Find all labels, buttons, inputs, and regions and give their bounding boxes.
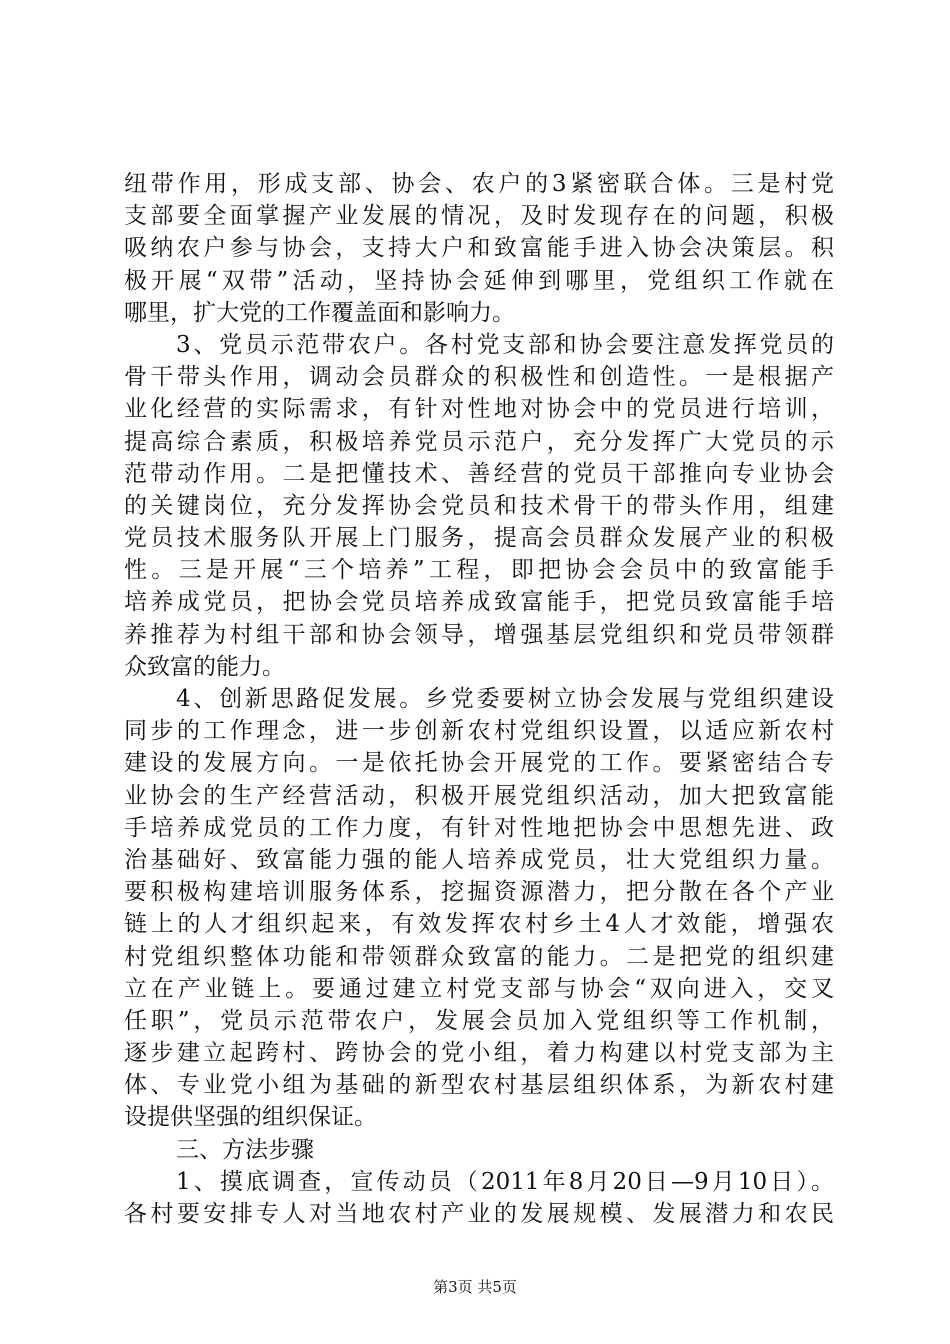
text-line: 1、摸底调查，宣传动员（2011年8月20日—9月10日）。 (176, 1168, 834, 1195)
text-line: 设提供坚强的组织保证。 (124, 1104, 377, 1131)
text-line: 体、专业党小组为基础的新型农村基层组织体系，为新农村建 (124, 1072, 834, 1099)
text-line: 众致富的能力。 (124, 653, 285, 680)
text-line: 支部要全面掌握产业发展的情况，及时发现存在的问题，积极 (124, 203, 834, 230)
text-line: 骨干带头作用，调动会员群众的积极性和创造性。一是根据产 (124, 364, 834, 391)
page-footer: 第3页 共5页 (433, 1278, 517, 1296)
text-line: 范带动作用。二是把懂技术、善经营的党员干部推向专业协会 (124, 460, 834, 487)
text-line: 4、创新思路促发展。乡党委要树立协会发展与党组织建设 (176, 686, 834, 712)
text-line: 建设的发展方向。一是依托协会开展党的工作。要紧密结合专 (124, 750, 834, 777)
text-line: 链上的人才组织起来，有效发挥农村乡土4人才效能，增强农 (124, 911, 834, 938)
text-line: 逐步建立起跨村、跨协会的党小组，着力构建以村党支部为主 (124, 1040, 834, 1067)
text-line: 任职”，党员示范带农户，发展会员加入党组织等工作机制， (124, 1007, 834, 1034)
text-line: 培养成党员，把协会党员培养成致富能手，把党员致富能手培 (124, 589, 834, 616)
text-line: 业化经营的实际需求，有针对性地对协会中的党员进行培训， (124, 396, 834, 423)
text-line: 的关键岗位，充分发挥协会党员和技术骨干的带头作用，组建 (124, 492, 834, 519)
text-line: 提高综合素质，积极培养党员示范户，充分发挥广大党员的示 (124, 428, 834, 455)
text-line: 治基础好、致富能力强的能人培养成党员，壮大党组织力量。 (124, 846, 834, 873)
text-line: 性。三是开展“三个培养”工程，即把协会会员中的致富能手 (124, 557, 834, 584)
text-line: 极开展“双带”活动，坚持协会延伸到哪里，党组织工作就在 (124, 267, 834, 294)
text-line: 三、方法步骤 (176, 1136, 314, 1163)
document-body (124, 168, 834, 1230)
text-line: 哪里，扩大党的工作覆盖面和影响力。 (124, 299, 515, 326)
text-line: 村党组织整体功能和带领群众致富的能力。二是把党的组织建 (124, 943, 834, 970)
text-line: 手培养成党员的工作力度，有针对性地把协会中思想先进、政 (124, 814, 834, 841)
text-line: 3、党员示范带农户。各村党支部和协会要注意发挥党员的 (176, 331, 834, 358)
text-line: 同步的工作理念，进一步创新农村党组织设置，以适应新农村 (124, 718, 834, 745)
text-line: 要积极构建培训服务体系，挖掘资源潜力，把分散在各个产业 (124, 879, 834, 906)
text-line: 立在产业链上。要通过建立村党支部与协会“双向进入，交叉 (124, 975, 834, 1002)
text-line: 养推荐为村组干部和协会领导，增强基层党组织和党员带领群 (124, 621, 834, 648)
text-line: 业协会的生产经营活动，积极开展党组织活动，加大把致富能 (124, 782, 834, 809)
text-line: 吸纳农户参与协会，支持大户和致富能手进入协会决策层。积 (124, 235, 834, 262)
text-line: 各村要安排专人对当地农村产业的发展规模、发展潜力和农民 (124, 1201, 834, 1227)
text-line: 党员技术服务队开展上门服务，提高会员群众发展产业的积极 (124, 525, 834, 552)
text-line: 纽带作用，形成支部、协会、农户的3紧密联合体。三是村党 (124, 171, 834, 197)
